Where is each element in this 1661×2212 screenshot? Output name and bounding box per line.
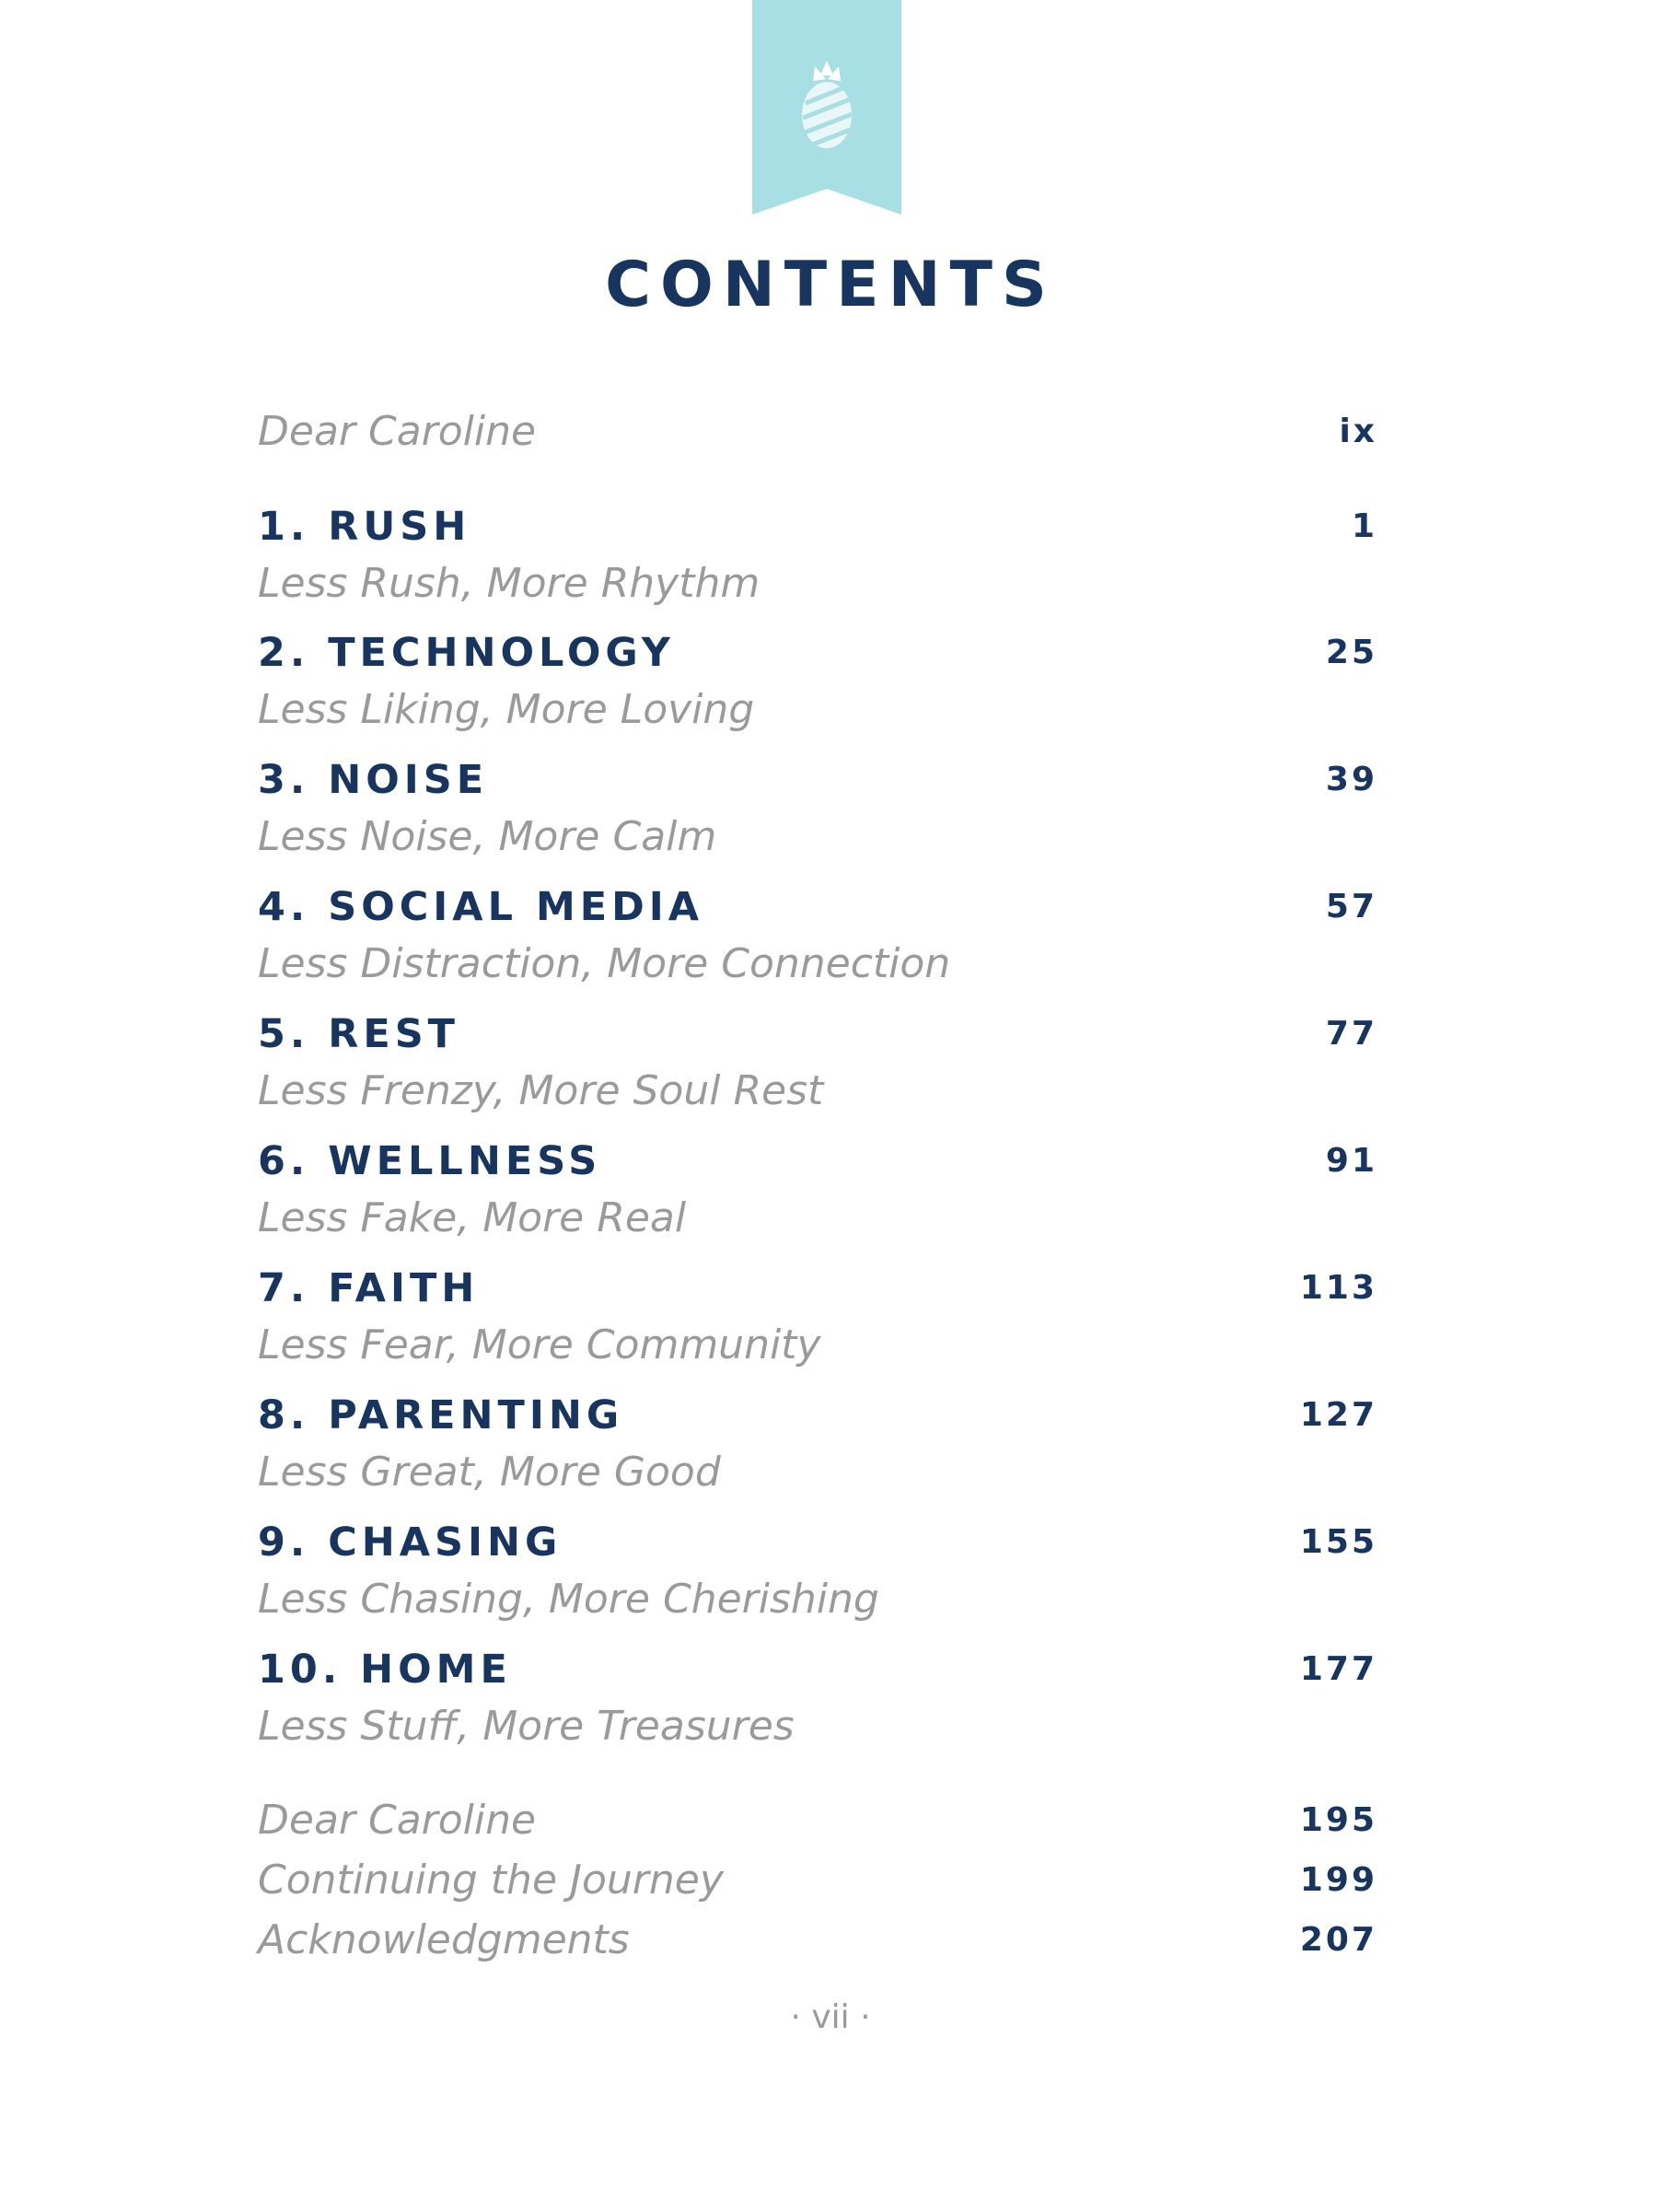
chapter-label: 9. CHASING <box>258 1519 563 1566</box>
toc-back-entry <box>258 1911 1377 1970</box>
chapter-subtitle: Less Liking, More Loving <box>258 686 755 733</box>
back-entry-label: Continuing the Journey <box>258 1857 724 1903</box>
chapter-subtitle: Less Frenzy, More Soul Rest <box>258 1067 824 1114</box>
chapter-subtitle: Less Stuff, More Treasures <box>258 1703 795 1750</box>
chapter-page: 91 <box>1325 1142 1377 1180</box>
toc-back-entry <box>258 1791 1377 1850</box>
toc-chapter-4 <box>258 878 1377 987</box>
chapter-page: 155 <box>1299 1523 1377 1561</box>
chapter-label: 4. SOCIAL MEDIA <box>258 884 704 930</box>
toc-chapter-5 <box>258 1005 1377 1114</box>
chapter-subtitle: Less Distraction, More Connection <box>258 940 951 987</box>
chapter-label: 8. PARENTING <box>258 1392 624 1438</box>
chapter-page: 1 <box>1351 507 1377 545</box>
chapter-page: 127 <box>1299 1396 1377 1434</box>
chapter-subtitle: Less Great, More Good <box>258 1449 721 1496</box>
chapter-label: 7. FAITH <box>258 1265 480 1311</box>
chapter-subtitle: Less Noise, More Calm <box>258 813 717 860</box>
front-entry-page: ix <box>1339 413 1377 450</box>
back-entry-page: 207 <box>1299 1921 1377 1959</box>
front-entry-label: Dear Caroline <box>258 408 537 455</box>
toc-chapter-6 <box>258 1132 1377 1241</box>
toc-chapter-10 <box>258 1640 1377 1750</box>
back-entry-label: Acknowledgments <box>258 1916 630 1963</box>
toc-chapter-7 <box>258 1259 1377 1368</box>
page-title: CONTENTS <box>605 249 1056 321</box>
chapter-subtitle: Less Chasing, More Cherishing <box>258 1576 879 1623</box>
page-folio: · vii · <box>790 1998 871 2036</box>
back-entry-label: Dear Caroline <box>258 1797 537 1844</box>
chapter-label: 1. RUSH <box>258 504 471 550</box>
toc-back-entry <box>258 1851 1377 1910</box>
back-entry-page: 199 <box>1299 1861 1377 1899</box>
chapter-label: 3. NOISE <box>258 757 489 803</box>
toc-chapter-8 <box>258 1386 1377 1496</box>
chapter-label: 5. REST <box>258 1011 460 1057</box>
chapter-page: 39 <box>1325 761 1377 798</box>
chapter-label: 10. HOME <box>258 1647 512 1693</box>
chapter-label: 2. TECHNOLOGY <box>258 630 675 676</box>
table-of-contents <box>258 0 1377 2212</box>
toc-chapter-9 <box>258 1513 1377 1623</box>
toc-chapter-3 <box>258 751 1377 860</box>
chapter-page: 77 <box>1325 1015 1377 1053</box>
chapter-page: 25 <box>1325 634 1377 671</box>
toc-front-entry <box>258 402 1377 461</box>
toc-chapter-2 <box>258 623 1377 733</box>
chapter-page: 177 <box>1299 1650 1377 1688</box>
chapter-label: 6. WELLNESS <box>258 1138 602 1184</box>
chapter-page: 57 <box>1325 888 1377 926</box>
chapter-subtitle: Less Rush, More Rhythm <box>258 560 761 607</box>
toc-chapter-1 <box>258 497 1377 607</box>
chapter-subtitle: Less Fake, More Real <box>258 1194 687 1241</box>
back-entry-page: 195 <box>1299 1801 1377 1839</box>
chapter-page: 113 <box>1299 1269 1377 1307</box>
chapter-subtitle: Less Fear, More Community <box>258 1321 821 1368</box>
